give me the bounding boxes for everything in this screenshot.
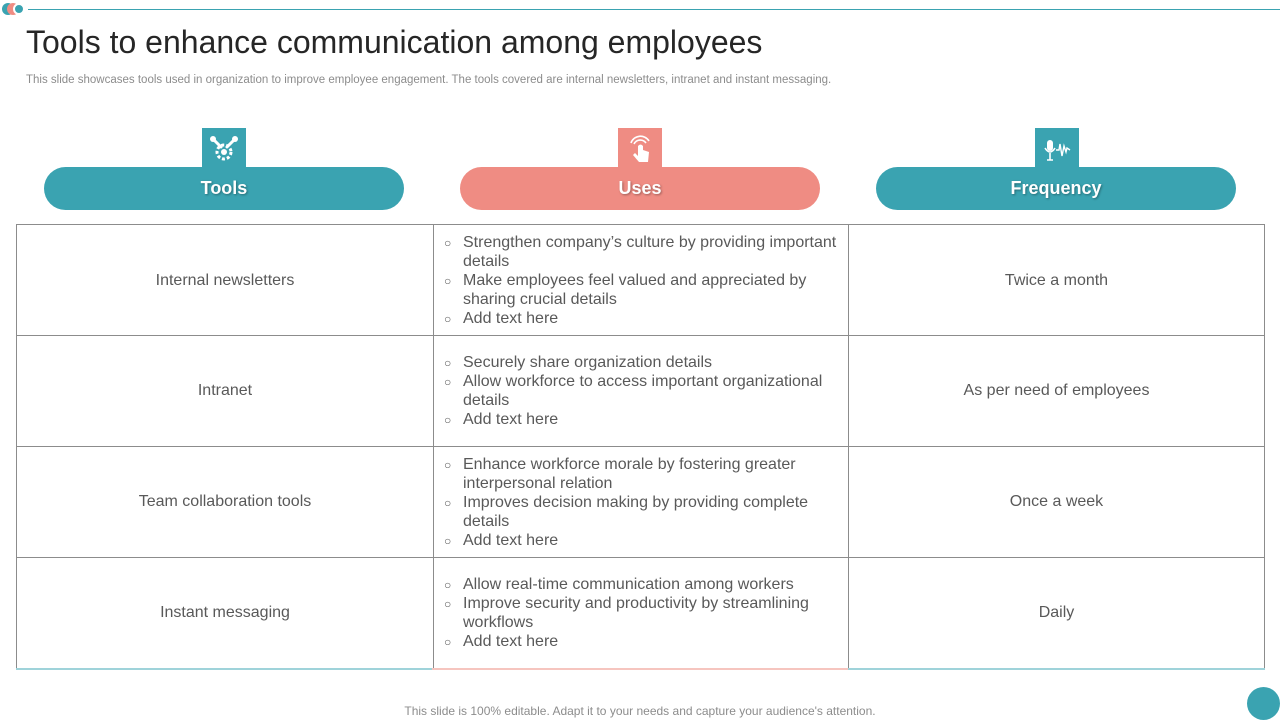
tool-cell: Internal newsletters: [155, 271, 295, 289]
table-row: [17, 225, 1264, 336]
table-row: [17, 335, 1264, 446]
frequency-cell: Twice a month: [1004, 271, 1109, 289]
tool-cell: Team collaboration tools: [138, 493, 312, 510]
footer-note: This slide is 100% editable. Adapt it to your needs and capture your audience's attention.: [404, 704, 876, 718]
top-divider: [28, 9, 1280, 10]
bottom-accent-line: [16, 668, 432, 670]
frequency-cell: Once a week: [1009, 493, 1104, 510]
decorative-dots: [2, 3, 32, 17]
table-row: [17, 557, 1264, 668]
list-item: ○ Add text here: [444, 410, 848, 429]
bottom-accent-line: [432, 668, 848, 670]
list-item: ○ Improves decision making by providing complete details: [444, 493, 848, 531]
uses-cell: [433, 558, 849, 668]
list-item: ○ Enhance workforce morale by fostering greater interpersonal relation: [444, 455, 848, 493]
tools-table: [16, 224, 1265, 669]
list-item: ○ Securely share organization details: [444, 353, 848, 372]
list-item: ○ Make employees feel valued and appreciated by sharing crucial details: [444, 271, 848, 309]
list-item: ○ Strengthen company’s culture by providing important details: [444, 233, 848, 271]
frequency-cell: As per need of employees: [963, 382, 1150, 399]
header-uses: Uses: [460, 167, 820, 210]
uses-cell: [433, 225, 849, 336]
list-item: ○ Improve security and productivity by streamlining workflows: [444, 594, 848, 632]
list-item: ○ Add text here: [444, 531, 848, 550]
header-tools: Tools: [44, 167, 404, 210]
list-item: ○ Allow real-time communication among workers: [444, 575, 848, 594]
uses-cell: [433, 447, 849, 557]
bottom-accent-line: [848, 668, 1265, 670]
table-row: [17, 446, 1264, 557]
list-item: ○ Allow workforce to access important organizational details: [444, 372, 848, 410]
slide-title: Tools to enhance communication among employees: [26, 24, 763, 60]
list-item: ○ Add text here: [444, 309, 848, 328]
tool-cell: Instant messaging: [160, 604, 290, 621]
list-item: ○ Add text here: [444, 632, 848, 651]
header-frequency: Frequency: [876, 167, 1236, 210]
uses-cell: [433, 336, 849, 446]
slide-subtitle: This slide showcases tools used in organization to improve employee engagement. The tools covered are internal newsletters, intranet and instant messaging.: [26, 74, 832, 86]
tool-cell: Intranet: [197, 382, 253, 399]
decorative-corner-dot: [1247, 687, 1280, 720]
frequency-cell: Daily: [1038, 604, 1075, 621]
